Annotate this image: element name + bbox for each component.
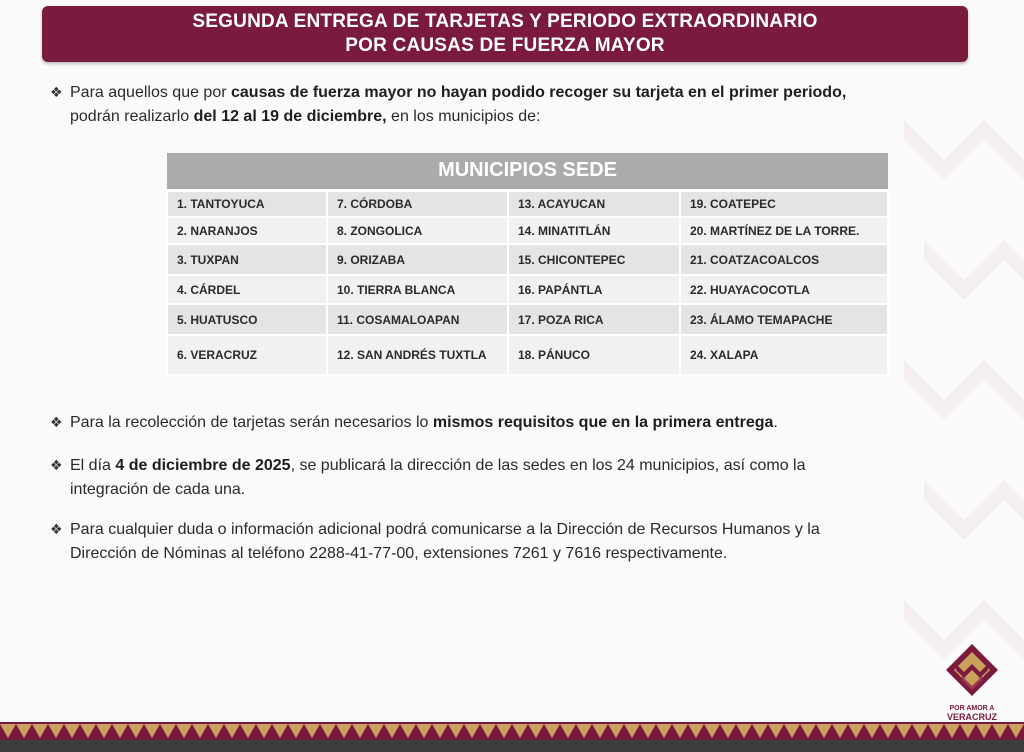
veracruz-logo-icon	[944, 642, 1000, 698]
footer-bar	[0, 740, 1024, 752]
municipio-cell: 6. VERACRUZ	[167, 335, 327, 375]
diamond-bullet-icon: ❖	[50, 521, 63, 537]
municipio-cell: 17. POZA RICA	[508, 304, 680, 335]
paragraph-publicacion: ❖ El día 4 de diciembre de 2025, se publicará la dirección de las sedes en los 24 municipios, así como la integración de cada una.	[50, 453, 946, 502]
municipio-cell: 23. ÁLAMO TEMAPACHE	[680, 304, 888, 335]
paragraph-contacto: ❖ Para cualquier duda o información adicional podrá comunicarse a la Dirección de Recursos Humanos y la Dirección de Nóminas al teléfono 2288-41-77-00, extensiones 7261 y 7616 respectivamente.	[50, 517, 946, 566]
table-row	[167, 244, 888, 275]
municipio-cell: 7. CÓRDOBA	[327, 190, 508, 217]
municipios-table	[166, 153, 889, 376]
title-line-2: POR CAUSAS DE FUERZA MAYOR	[345, 35, 665, 56]
table-row	[167, 275, 888, 304]
municipio-cell: 4. CÁRDEL	[167, 275, 327, 304]
logo-caption-1: POR AMOR A	[949, 705, 995, 712]
table-row	[167, 190, 888, 217]
municipio-cell: 22. HUAYACOCOTLA	[680, 275, 888, 304]
background-pattern	[884, 100, 1024, 660]
municipio-cell: 18. PÁNUCO	[508, 335, 680, 375]
municipio-cell: 5. HUATUSCO	[167, 304, 327, 335]
municipio-cell: 15. CHICONTEPEC	[508, 244, 680, 275]
municipio-cell: 8. ZONGOLICA	[327, 217, 508, 244]
municipio-cell: 3. TUXPAN	[167, 244, 327, 275]
veracruz-logo	[940, 642, 1004, 722]
municipio-cell: 19. COATEPEC	[680, 190, 888, 217]
municipio-cell: 16. PAPÁNTLA	[508, 275, 680, 304]
municipio-cell: 14. MINATITLÁN	[508, 217, 680, 244]
municipio-cell: 12. SAN ANDRÉS TUXTLA	[327, 335, 508, 375]
municipio-cell: 10. TIERRA BLANCA	[327, 275, 508, 304]
paragraph-requisitos: ❖ Para la recolección de tarjetas serán necesarios lo mismos requisitos que en la primera entrega.	[50, 410, 946, 435]
table-row	[167, 335, 888, 375]
paragraph-fuerza-mayor: ❖ Para aquellos que por causas de fuerza mayor no hayan podido recoger su tarjeta en el primer periodo, podrán realizarlo del 12 al 19 de diciembre, en los municipios de:	[50, 80, 946, 129]
logo-caption-2: VERACRUZ	[946, 712, 997, 722]
table-header: MUNICIPIOS SEDE	[167, 153, 888, 190]
municipio-cell: 13. ACAYUCAN	[508, 190, 680, 217]
title-line-1: SEGUNDA ENTREGA DE TARJETAS Y PERIODO EXTRAORDINARIO	[192, 11, 818, 32]
municipio-cell: 24. XALAPA	[680, 335, 888, 375]
municipio-cell: 2. NARANJOS	[167, 217, 327, 244]
footer-pattern	[0, 722, 1024, 740]
municipio-cell: 11. COSAMALOAPAN	[327, 304, 508, 335]
municipio-cell: 1. TANTOYUCA	[167, 190, 327, 217]
municipio-cell: 20. MARTÍNEZ DE LA TORRE.	[680, 217, 888, 244]
diamond-bullet-icon: ❖	[50, 457, 63, 473]
title-banner	[42, 6, 968, 62]
municipio-cell: 21. COATZACOALCOS	[680, 244, 888, 275]
municipio-cell: 9. ORIZABA	[327, 244, 508, 275]
table-row	[167, 304, 888, 335]
table-row	[167, 217, 888, 244]
diamond-bullet-icon: ❖	[50, 84, 63, 100]
diamond-bullet-icon: ❖	[50, 414, 63, 430]
